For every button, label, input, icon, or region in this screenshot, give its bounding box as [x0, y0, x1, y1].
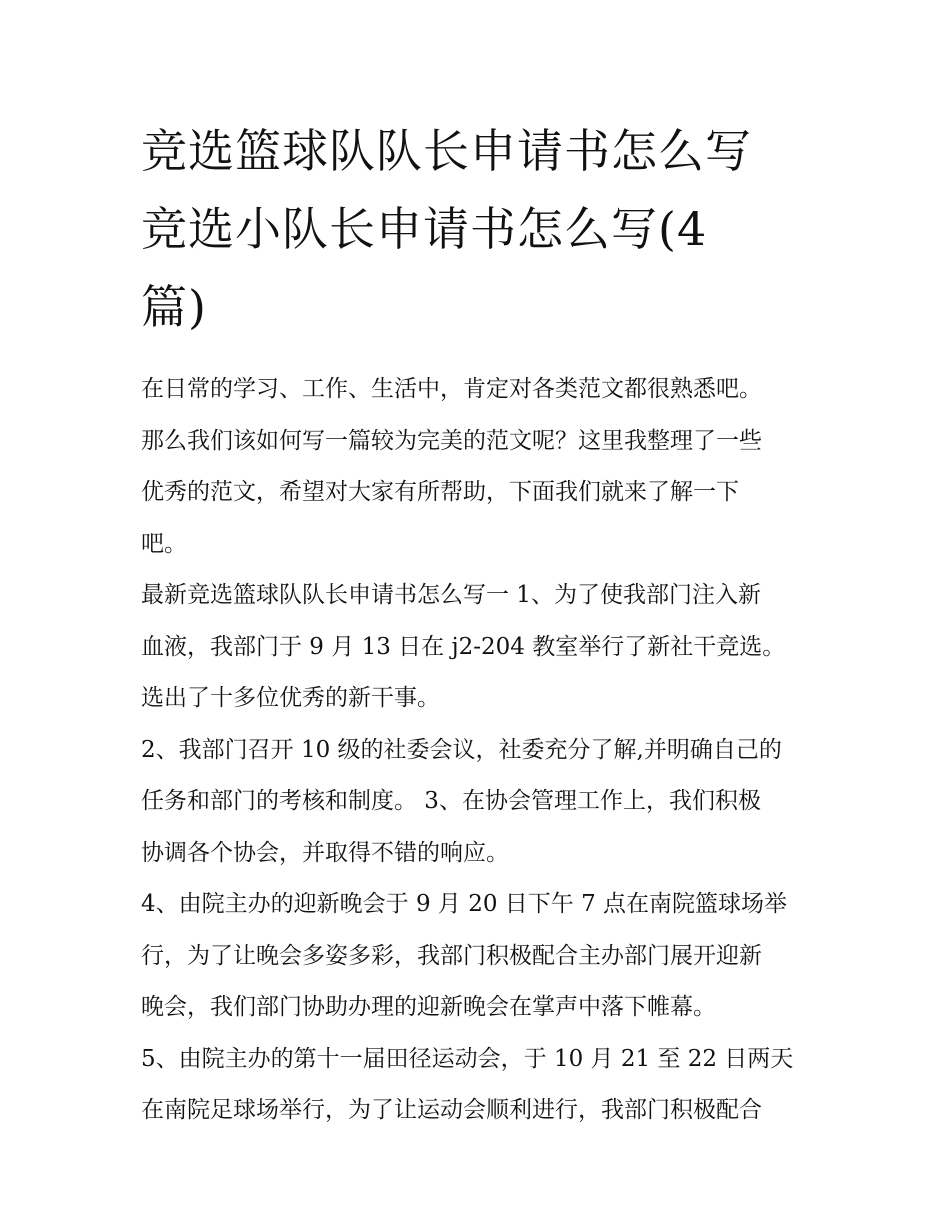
text-line: 2、我部门召开 10 级的社委会议，社委充分了解,并明确自己的	[141, 736, 782, 763]
text-line: 4、由院主办的迎新晚会于 9 月 20 日下午 7 点在南院篮球场举	[141, 891, 788, 917]
title-line-3: 篇)	[141, 280, 207, 334]
text-line: 血液，我部门于 9 月 13 日在 j2-204 教室举行了新社干竞选。	[141, 633, 786, 660]
title-line	[141, 268, 821, 346]
text-line: 协调各个协会，并取得不错的响应。	[141, 839, 509, 866]
text-line: 最新竞选篮球队队长申请书怎么写一 1、为了使我部门注入新	[141, 582, 761, 608]
paragraph-item-1	[141, 570, 821, 725]
text-line: 5、由院主办的第十一届田径运动会，于 10 月 21 至 22 日两天	[141, 1045, 794, 1072]
text-line: 晚会，我们部门协助办理的迎新晚会在掌声中落下帷幕。	[141, 994, 716, 1020]
text-line: 选出了十多位优秀的新干事。	[141, 685, 440, 711]
paragraph-item-4	[141, 879, 821, 1034]
text-line: 那么我们该如何写一篇较为完美的范文呢？这里我整理了一些	[141, 427, 762, 454]
title-line-2: 竞选小队长申请书怎么写(4	[141, 202, 708, 256]
paragraph-intro	[141, 364, 821, 570]
text-line: 吧。	[141, 530, 187, 557]
document-body	[141, 112, 821, 1137]
title-line	[141, 112, 821, 190]
text-line: 在南院足球场举行，为了让运动会顺利进行，我部门积极配合	[141, 1097, 762, 1123]
text-line: 优秀的范文，希望对大家有所帮助，下面我们就来了解一下	[141, 479, 739, 505]
title-line-1: 竞选篮球队队长申请书怎么写	[141, 124, 752, 178]
paragraph-item-2-3	[141, 725, 821, 880]
title-line	[141, 190, 821, 268]
text-line: 在日常的学习、工作、生活中，肯定对各类范文都很熟悉吧。	[141, 376, 762, 402]
document-title	[141, 112, 821, 346]
text-line: 行，为了让晚会多姿多彩，我部门积极配合主办部门展开迎新	[141, 942, 762, 969]
text-line: 任务和部门的考核和制度。 3、在协会管理工作上，我们积极	[141, 788, 761, 814]
paragraph-item-5	[141, 1034, 821, 1137]
